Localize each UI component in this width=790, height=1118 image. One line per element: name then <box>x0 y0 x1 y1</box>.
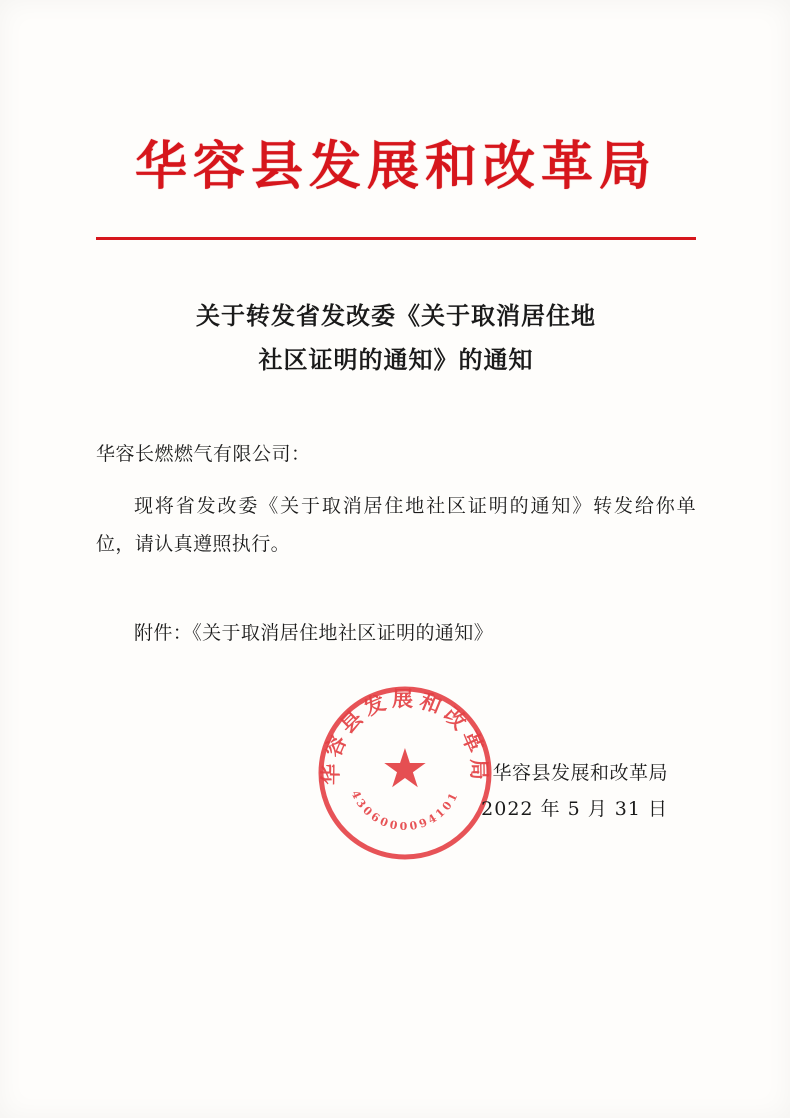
document-title-line-1: 关于转发省发改委《关于取消居住地 <box>196 300 596 330</box>
document-title-line-2: 社区证明的通知》的通知 <box>258 345 534 375</box>
document-title <box>96 294 696 383</box>
signature-organization: 华容县发展和改革局 <box>492 761 668 784</box>
seal-top-text: 华容县发展和改革局 <box>317 686 493 786</box>
document-content <box>96 0 696 1118</box>
seal-bottom-text: 4306000094101 <box>348 788 462 833</box>
signature-block <box>96 755 696 827</box>
body-paragraph: 现将省发改委《关于取消居住地社区证明的通知》转发给你单位，请认真遵照执行。 <box>96 494 696 555</box>
seal-star-icon: ★ <box>380 739 430 799</box>
signature-date: 2022 年 5 月 31 日 <box>481 797 668 820</box>
attachment-line: 附件：《关于取消居住地社区证明的通知》 <box>134 621 494 644</box>
letterhead-divider <box>96 237 696 240</box>
recipient-line: 华容长燃燃气有限公司： <box>96 443 311 466</box>
letterhead-title: 华容县发展和改革局 <box>134 136 657 197</box>
